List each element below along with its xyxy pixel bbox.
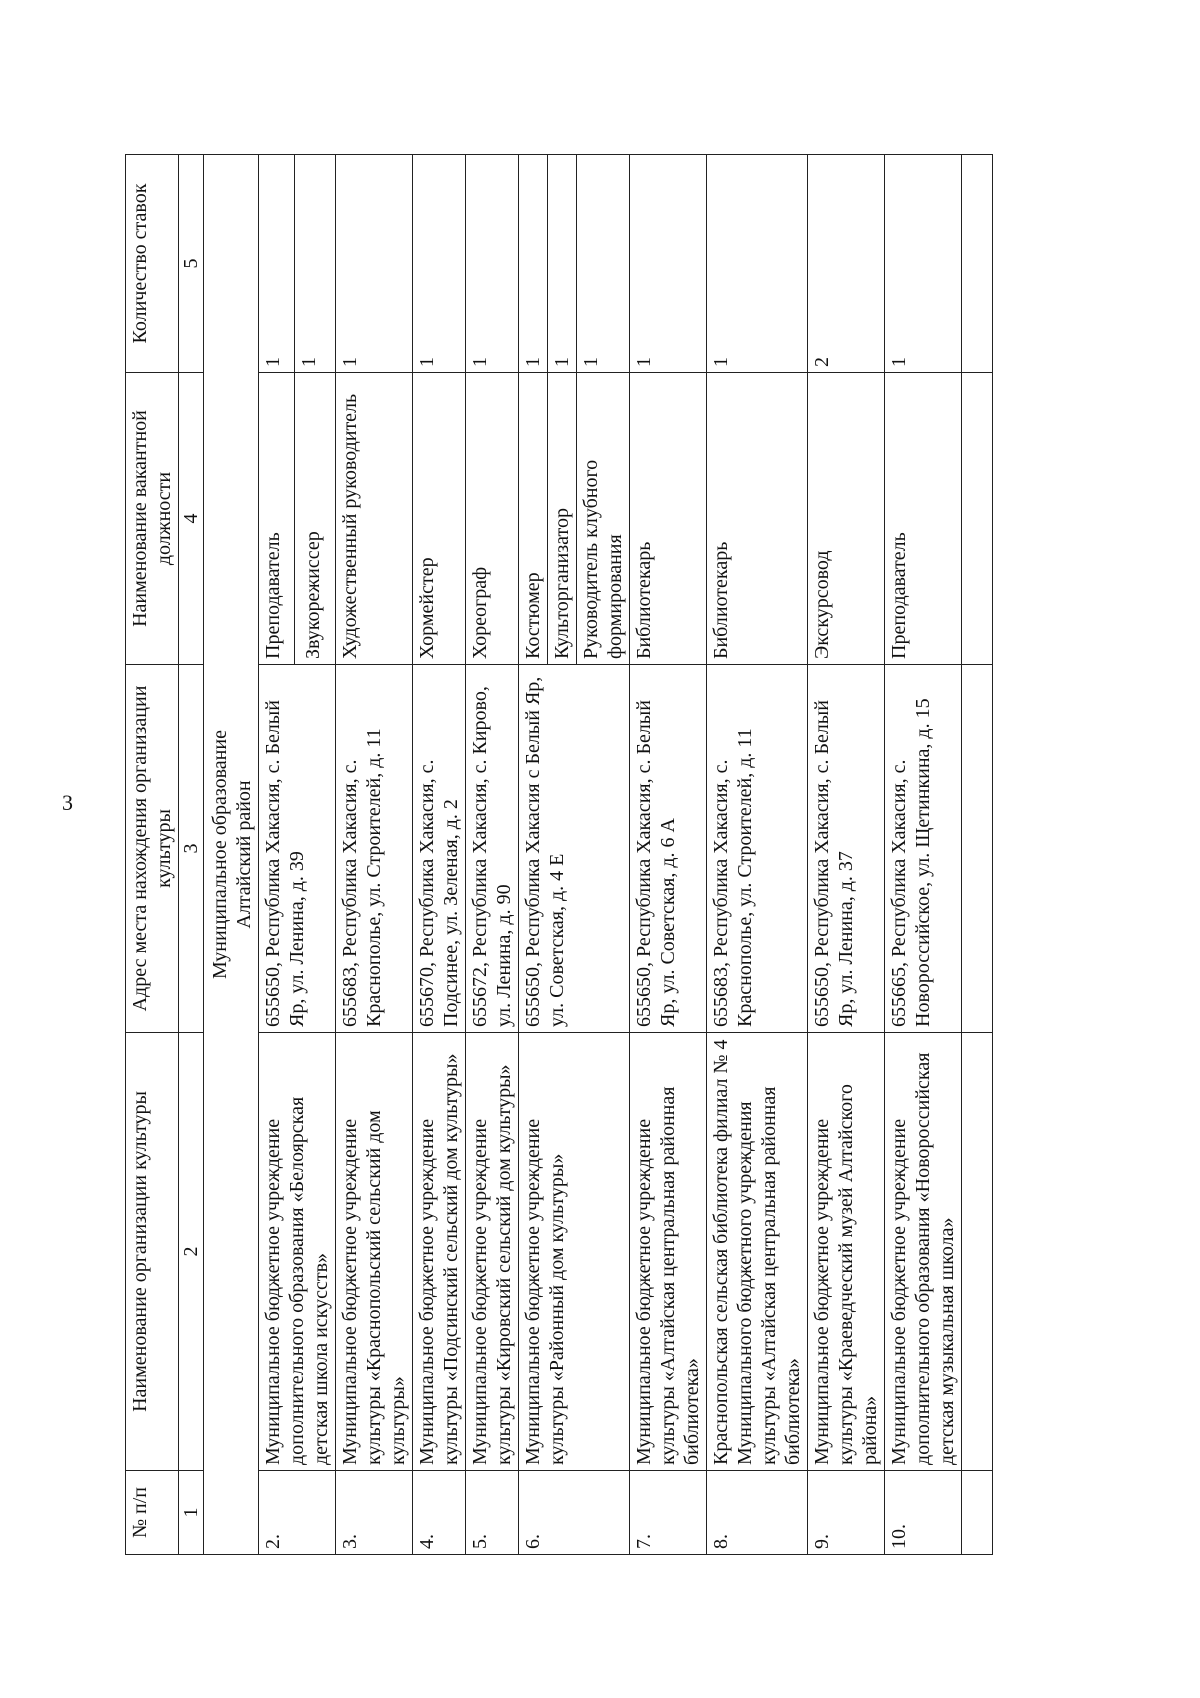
header-cell-num: № п/п <box>126 1471 179 1555</box>
position-title: Хореограф <box>466 373 519 665</box>
org-name: Муниципальное бюджетное учреждение культуры «Районный дом культуры» <box>519 1033 630 1471</box>
column-number-row <box>179 155 204 1555</box>
row-number: 6. <box>519 1471 630 1555</box>
position-title: Звукорежиссер <box>295 373 336 665</box>
table-row <box>336 155 413 1555</box>
org-name: Муниципальное бюджетное учреждение культуры «Алтайская центральная районная библиотека» <box>630 1033 707 1471</box>
row-number: 7. <box>630 1471 707 1555</box>
position-count: 1 <box>630 155 707 373</box>
vacancies-table <box>125 154 993 1555</box>
empty-cell <box>962 665 993 1033</box>
org-address: 655683, Республика Хакасия, с. Краснополье, ул. Строителей, д. 11 <box>336 665 413 1033</box>
position-title: Хормейстер <box>413 373 466 665</box>
column-number: 2 <box>179 1033 204 1471</box>
org-name: Муниципальное бюджетное учреждение культуры «Кировский сельский дом культуры» <box>466 1033 519 1471</box>
position-count: 1 <box>519 155 548 373</box>
empty-cell <box>962 155 993 373</box>
empty-cell <box>962 1471 993 1555</box>
org-name: Краснопольская сельская библиотека филиал № 4 Муниципального бюджетного учреждения культуры «Алтайская центральная районная библиотека» <box>707 1033 808 1471</box>
empty-cell <box>962 1033 993 1471</box>
position-count: 1 <box>259 155 295 373</box>
region-line: Алтайский район <box>233 780 255 929</box>
region-row <box>204 155 259 1555</box>
rotated-table-container <box>125 155 1060 1555</box>
org-address: 655672, Республика Хакасия, с. Кирово, ул. Ленина, д. 90 <box>466 665 519 1033</box>
column-number: 5 <box>179 155 204 373</box>
row-number: 10. <box>885 1471 962 1555</box>
header-cell-address: Адрес места нахождения организации культуры <box>126 665 179 1033</box>
table-row <box>630 155 707 1555</box>
column-number: 4 <box>179 373 204 665</box>
org-name: Муниципальное бюджетное учреждение культуры «Краснопольский сельский дом культуры» <box>336 1033 413 1471</box>
org-address: 655650, Республика Хакасия, с. Белый Яр, ул. Ленина, д. 37 <box>808 665 885 1033</box>
region-cell <box>204 155 259 1555</box>
position-title: Преподаватель <box>259 373 295 665</box>
header-cell-org: Наименование организации культуры <box>126 1033 179 1471</box>
position-title: Библиотекарь <box>630 373 707 665</box>
header-cell-count: Количество ставок <box>126 155 179 373</box>
empty-row <box>962 155 993 1555</box>
position-title: Экскурсовод <box>808 373 885 665</box>
row-number: 8. <box>707 1471 808 1555</box>
org-address: 655650, Республика Хакасия с Белый Яр, ул. Советская, д. 4 Е <box>519 665 630 1033</box>
position-title: Преподаватель <box>885 373 962 665</box>
table-row <box>885 155 962 1555</box>
org-address: 655650, Республика Хакасия, с. Белый Яр, ул. Советская, д. 6 А <box>630 665 707 1033</box>
header-cell-position: Наименование вакантной должности <box>126 373 179 665</box>
position-title: Костюмер <box>519 373 548 665</box>
position-count: 1 <box>336 155 413 373</box>
column-number: 3 <box>179 665 204 1033</box>
position-title: Библиотекарь <box>707 373 808 665</box>
table-row <box>808 155 885 1555</box>
position-title: Художественный руководитель <box>336 373 413 665</box>
org-address: 655670, Республика Хакасия, с. Подсинее, ул. Зеленая, д. 2 <box>413 665 466 1033</box>
org-address: 655650, Республика Хакасия, с. Белый Яр, ул. Ленина, д. 39 <box>259 665 336 1033</box>
table-row <box>466 155 519 1555</box>
page-number: 3 <box>62 790 73 815</box>
position-title: Культорганизатор <box>548 373 577 665</box>
position-count: 1 <box>413 155 466 373</box>
org-address: 655665, Республика Хакасия, с. Новороссийское, ул. Щетинкина, д. 15 <box>885 665 962 1033</box>
position-count: 1 <box>577 155 630 373</box>
row-number: 3. <box>336 1471 413 1555</box>
org-name: Муниципальное бюджетное учреждение дополнительного образования «Новороссийская детская музыкальная школа» <box>885 1033 962 1471</box>
position-title: Руководитель клубного формирования <box>577 373 630 665</box>
position-count: 2 <box>808 155 885 373</box>
table-row <box>519 155 548 1555</box>
empty-cell <box>962 373 993 665</box>
table-row <box>259 155 295 1555</box>
column-number: 1 <box>179 1471 204 1555</box>
org-name: Муниципальное бюджетное учреждение дополнительного образования «Белоярская детская школа искусств» <box>259 1033 336 1471</box>
header-row <box>126 155 179 1555</box>
region-line: Муниципальное образование <box>209 730 231 979</box>
org-name: Муниципальное бюджетное учреждение культуры «Краеведческий музей Алтайского района» <box>808 1033 885 1471</box>
position-count: 1 <box>466 155 519 373</box>
row-number: 2. <box>259 1471 336 1555</box>
row-number: 9. <box>808 1471 885 1555</box>
position-count: 1 <box>295 155 336 373</box>
org-name: Муниципальное бюджетное учреждение культуры «Подсинский сельский дом культуры» <box>413 1033 466 1471</box>
org-address: 655683, Республика Хакасия, с. Краснополье, ул. Строителей, д. 11 <box>707 665 808 1033</box>
position-count: 1 <box>885 155 962 373</box>
position-count: 1 <box>707 155 808 373</box>
position-count: 1 <box>548 155 577 373</box>
table-row <box>707 155 808 1555</box>
row-number: 5. <box>466 1471 519 1555</box>
table-row <box>413 155 466 1555</box>
row-number: 4. <box>413 1471 466 1555</box>
